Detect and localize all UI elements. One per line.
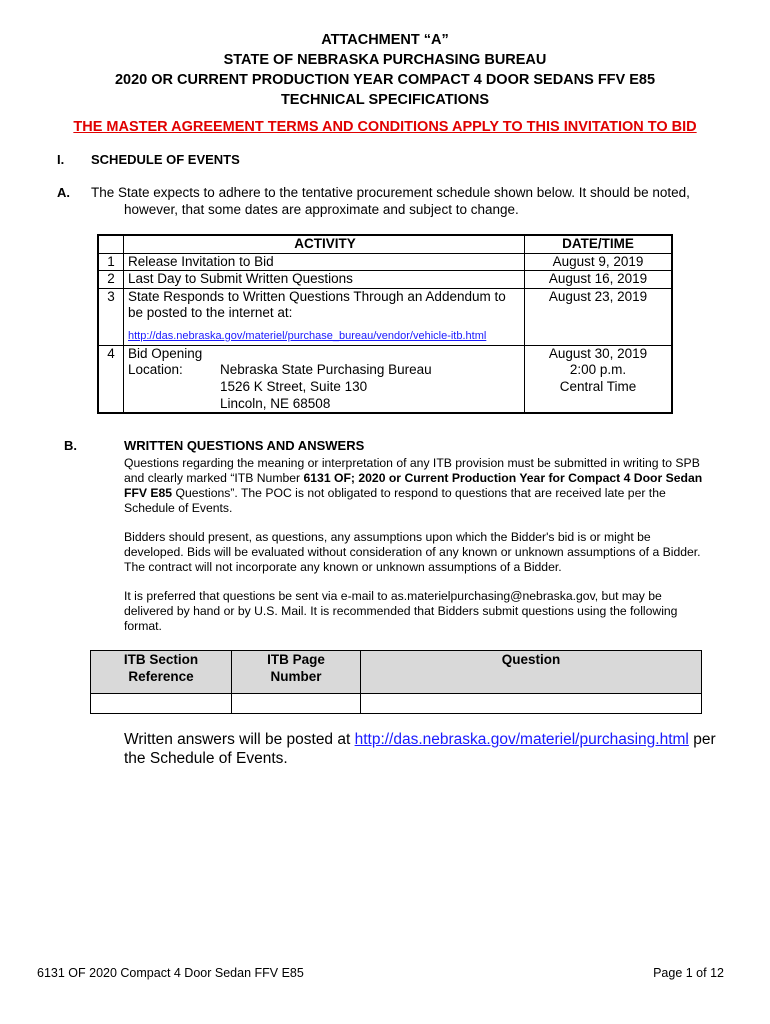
questions-paragraph: Questions regarding the meaning or interpretation of any ITB provision must be submitted in writing to SPB and clearly marked “ITB Number 6131 OF; 2020 or Current Production Year for Compact 4 Door Sedan FFV E85 Questions”. The POC is not obligated to respond to questions that are received late per the Schedule of Events.	[124, 456, 703, 515]
schedule-header-row	[98, 235, 672, 253]
question-table-header: ITB Section Reference ITB Page Number Question	[91, 651, 702, 694]
section-i-title: SCHEDULE OF EVENTS	[91, 152, 240, 167]
header-line-4: TECHNICAL SPECIFICATIONS	[280, 92, 490, 108]
table-row: 4 Bid Opening Location: Nebraska State Purchasing Bureau 1526 K Street, Suite 130 Lincoln, NE 68508 August 30, 2019 2:00 p.m. Central Time	[98, 345, 672, 413]
master-agreement-notice: THE MASTER AGREEMENT TERMS AND CONDITIONS APPLY TO THIS INVITATION TO BID	[73, 119, 697, 135]
header-line-1: ATTACHMENT “A”	[321, 32, 449, 48]
table-row: 3 State Responds to Written Questions Through an Addendum to be posted to the internet at: http://das.nebraska.gov/materiel/purchase_bureau/vendor/vehicle-itb.html August 23, 2019	[98, 288, 672, 345]
table-row	[91, 694, 702, 714]
bid-location: Location: Nebraska State Purchasing Bureau 1526 K Street, Suite 130 Lincoln, NE 68508	[128, 362, 432, 411]
header-line-3: 2020 OR CURRENT PRODUCTION YEAR COMPACT 4 DOOR SEDANS FFV E85	[114, 72, 656, 88]
header-line-2: STATE OF NEBRASKA PURCHASING BUREAU	[223, 52, 547, 68]
section-i-number: I.	[57, 152, 65, 167]
section-a-label: A.	[57, 185, 70, 200]
footer-document-id: 6131 OF 2020 Compact 4 Door Sedan FFV E85	[37, 966, 304, 980]
schedule-table	[97, 234, 673, 414]
answers-note: Written answers will be posted at http://das.nebraska.gov/materiel/purchasing.html per the Schedule of Events.	[124, 731, 716, 767]
email-paragraph: It is preferred that questions be sent via e-mail to as.materielpurchasing@nebraska.gov, but may be delivered by hand or by U.S. Mail. It is recommended that Bidders submit questions using the following format.	[124, 589, 678, 633]
assumptions-paragraph: Bidders should present, as questions, any assumptions upon which the Bidder's bid is or might be developed. Bids will be evaluated without consideration of any known or unknown assumptions of a Bidder. The contract will not incorporate any known or unknown assumptions of a Bidder.	[124, 530, 701, 574]
document-header	[0, 30, 770, 110]
section-a-line-1: The State expects to adhere to the tentative procurement schedule shown below. It should be noted,	[91, 185, 690, 200]
section-b-title: WRITTEN QUESTIONS AND ANSWERS	[124, 438, 365, 453]
table-row: 1 Release Invitation to Bid August 9, 2019	[98, 253, 672, 271]
section-b-label: B.	[64, 438, 77, 453]
table-row: 2 Last Day to Submit Written Questions August 16, 2019	[98, 271, 672, 289]
section-a-line-2: however, that some dates are approximate and subject to change.	[124, 202, 519, 217]
activity-column-header: ACTIVITY	[124, 235, 525, 253]
purchasing-link[interactable]: http://das.nebraska.gov/materiel/purchasing.html	[354, 731, 689, 748]
footer-page-number: Page 1 of 12	[653, 966, 724, 980]
date-column-header: DATE/TIME	[562, 236, 634, 251]
vehicle-itb-link[interactable]: http://das.nebraska.gov/materiel/purchase_bureau/vendor/vehicle-itb.html	[128, 329, 487, 342]
question-format-table	[90, 650, 702, 714]
